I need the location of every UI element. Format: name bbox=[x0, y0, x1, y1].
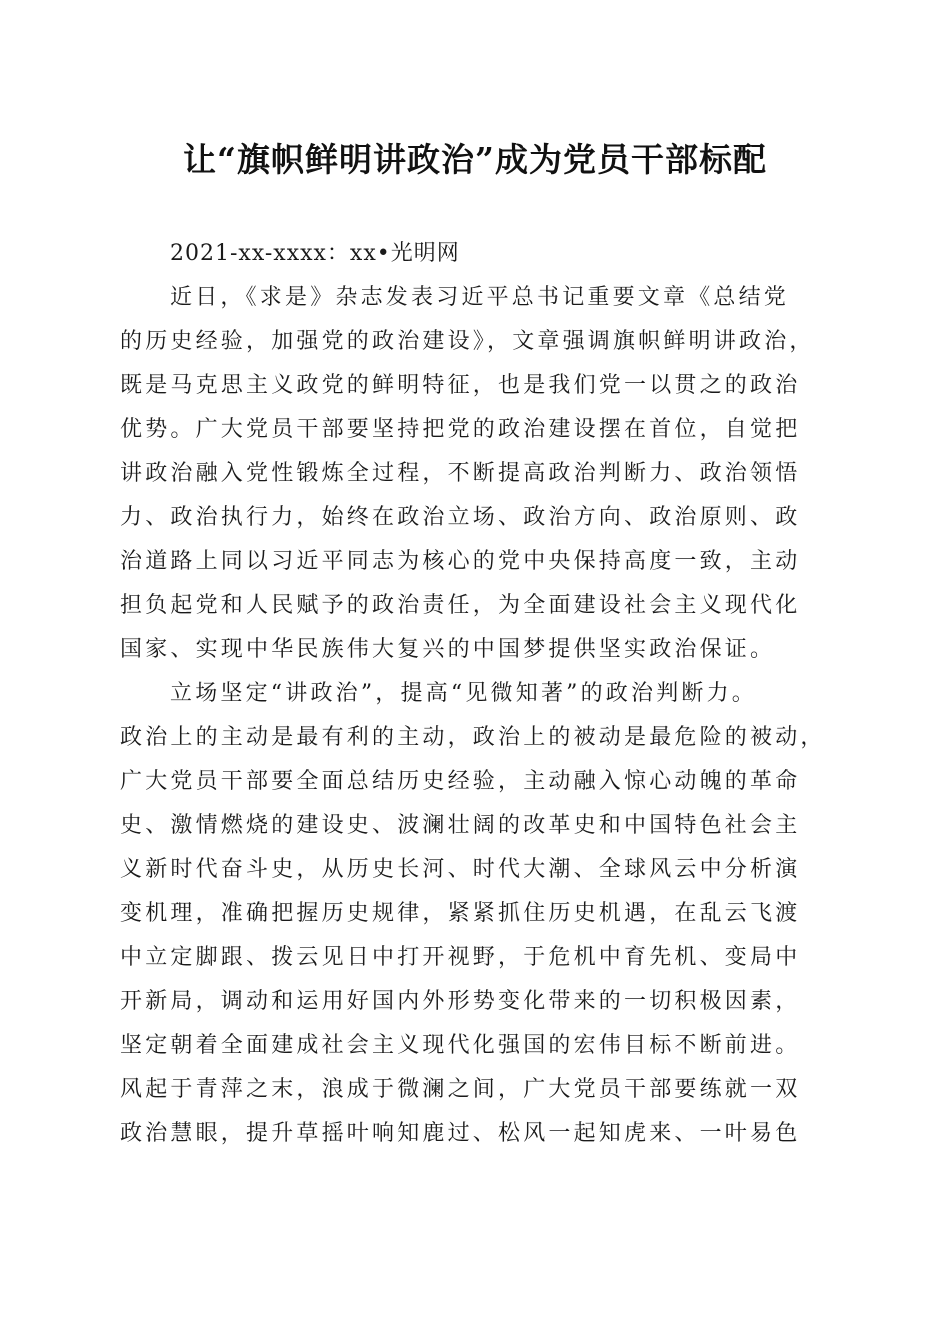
paragraph-line: 力、政治执行力，始终在政治立场、政治方向、政治原则、政 bbox=[120, 505, 801, 530]
paragraph-line: 政治上的主动是最有利的主动，政治上的被动是最危险的被动， bbox=[120, 725, 826, 750]
paragraph-line: 国家、实现中华民族伟大复兴的中国梦提供坚实政治保证。 bbox=[120, 637, 776, 662]
paragraph-line: 史、激情燃烧的建设史、波澜壮阔的改革史和中国特色社会主 bbox=[120, 813, 801, 838]
paragraph-line: 的历史经验，加强党的政治建设》，文章强调旗帜鲜明讲政治， bbox=[120, 329, 815, 354]
paragraph-line: 中立定脚跟、拨云见日中打开视野，于危机中育先机、变局中 bbox=[120, 945, 801, 970]
paragraph-line: 政治慧眼，提升草摇叶响知鹿过、松风一起知虎来、一叶易色 bbox=[120, 1121, 801, 1146]
paragraph-line: 义新时代奋斗史，从历史长河、时代大潮、全球风云中分析演 bbox=[120, 857, 801, 882]
paragraph-line: 既是马克思主义政党的鲜明特征，也是我们党一以贯之的政治 bbox=[120, 373, 801, 398]
source-line: 2021-xx-xxxx：xx•光明网 bbox=[170, 241, 460, 266]
document-body bbox=[120, 232, 832, 1156]
paragraph-line: 立场坚定“讲政治”，提高“见微知著”的政治判断力。 bbox=[170, 681, 757, 706]
paragraph-line: 讲政治融入党性锻炼全过程，不断提高政治判断力、政治领悟 bbox=[120, 461, 801, 486]
paragraph-line: 担负起党和人民赋予的政治责任，为全面建设社会主义现代化 bbox=[120, 593, 801, 618]
paragraph-line: 变机理，准确把握历史规律，紧紧抓住历史机遇，在乱云飞渡 bbox=[120, 901, 801, 926]
paragraph-line: 近日，《求是》杂志发表习近平总书记重要文章《总结党 bbox=[170, 285, 790, 310]
paragraph-line: 坚定朝着全面建成社会主义现代化强国的宏伟目标不断前进。 bbox=[120, 1033, 801, 1058]
paragraph-line: 优势。广大党员干部要坚持把党的政治建设摆在首位，自觉把 bbox=[120, 417, 801, 442]
paragraph-line: 风起于青萍之末，浪成于微澜之间，广大党员干部要练就一双 bbox=[120, 1077, 801, 1102]
paragraph-line: 广大党员干部要全面总结历史经验，主动融入惊心动魄的革命 bbox=[120, 769, 801, 794]
paragraph-line: 治道路上同以习近平同志为核心的党中央保持高度一致，主动 bbox=[120, 549, 801, 574]
document-title: 让“旗帜鲜明讲政治”成为党员干部标配 bbox=[183, 140, 767, 179]
paragraph-line: 开新局，调动和运用好国内外形势变化带来的一切积极因素， bbox=[120, 989, 801, 1014]
